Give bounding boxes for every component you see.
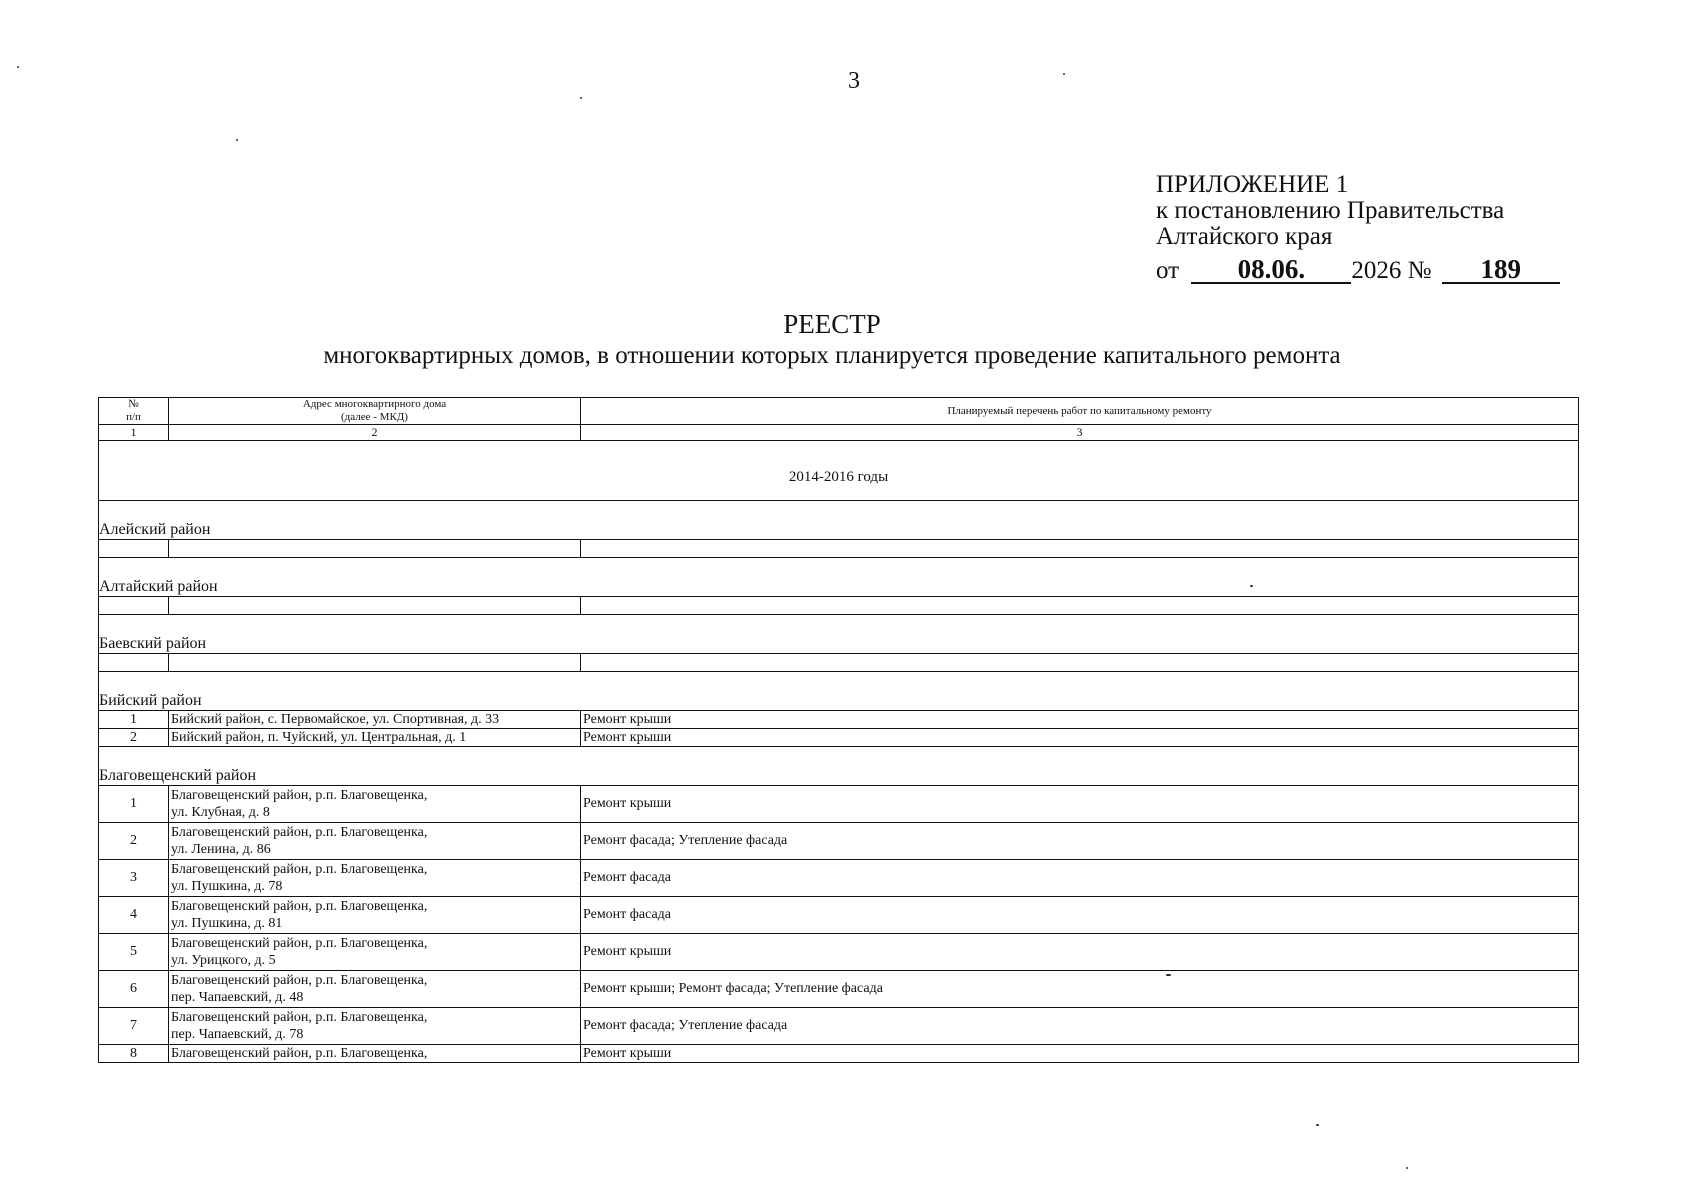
row-address: Благовещенский район, р.п. Благовещенка, ул. Урицкого, д. 5 <box>169 934 581 971</box>
row-number: 6 <box>99 971 169 1008</box>
appendix-year: 2026 <box>1351 257 1402 284</box>
district-name: Бийский район <box>99 672 1579 711</box>
column-number-3: 3 <box>581 425 1579 441</box>
table-row <box>99 1045 1579 1063</box>
row-works: Ремонт крыши <box>581 1045 1579 1063</box>
table-row <box>99 897 1579 934</box>
appendix-prefix: от <box>1156 257 1180 284</box>
appendix-date: 08.06. <box>1191 256 1351 284</box>
appendix-line-2: Алтайского края <box>1156 223 1333 250</box>
table-row <box>99 971 1579 1008</box>
district-header-row <box>99 672 1579 711</box>
district-empty-row <box>99 654 1579 672</box>
row-number: 7 <box>99 1008 169 1045</box>
registry-table <box>98 397 1579 1063</box>
row-address: Благовещенский район, р.п. Благовещенка, ул. Клубная, д. 8 <box>169 786 581 823</box>
table-header-row <box>99 398 1579 425</box>
column-number-row <box>99 425 1579 441</box>
row-address: Благовещенский район, р.п. Благовещенка, ул. Ленина, д. 86 <box>169 823 581 860</box>
row-works: Ремонт крыши <box>581 786 1579 823</box>
page-number: 3 <box>848 68 860 94</box>
row-number: 3 <box>99 860 169 897</box>
row-number: 2 <box>99 729 169 747</box>
appendix-block <box>1156 172 1560 284</box>
row-works: Ремонт крыши; Ремонт фасада; Утепление фасада <box>581 971 1579 1008</box>
scan-speck <box>236 139 238 141</box>
row-works: Ремонт крыши <box>581 729 1579 747</box>
row-works: Ремонт фасада; Утепление фасада <box>581 823 1579 860</box>
row-address: Бийский район, п. Чуйский, ул. Центральная, д. 1 <box>169 729 581 747</box>
row-number: 1 <box>99 711 169 729</box>
scan-speck <box>17 66 19 68</box>
empty-cell-works <box>581 654 1579 672</box>
column-number-1: 1 <box>99 425 169 441</box>
district-name: Алтайский район <box>99 558 1579 597</box>
table-row <box>99 823 1579 860</box>
appendix-number-sign: № <box>1407 257 1432 284</box>
table-row <box>99 711 1579 729</box>
scan-speck <box>1063 73 1065 75</box>
document-subtitle: многоквартирных домов, в отношении которых планируется проведение капитального ремонта <box>323 342 1341 369</box>
empty-cell-works <box>581 540 1579 558</box>
scan-speck <box>1166 974 1171 976</box>
district-header-row <box>99 558 1579 597</box>
district-name: Баевский район <box>99 615 1579 654</box>
row-works: Ремонт крыши <box>581 934 1579 971</box>
row-address: Благовещенский район, р.п. Благовещенка, ул. Пушкина, д. 81 <box>169 897 581 934</box>
period-row <box>99 441 1579 501</box>
scan-speck <box>1406 1167 1408 1169</box>
table-row <box>99 729 1579 747</box>
row-number: 2 <box>99 823 169 860</box>
empty-cell-address <box>169 597 581 615</box>
row-works: Ремонт крыши <box>581 711 1579 729</box>
table-row <box>99 934 1579 971</box>
empty-cell-n <box>99 540 169 558</box>
header-col-number <box>99 398 169 425</box>
registry-table-body <box>99 398 1579 1063</box>
district-empty-row <box>99 597 1579 615</box>
district-header-row <box>99 747 1579 786</box>
header-col-number-text: № п/п <box>126 398 141 423</box>
row-number: 4 <box>99 897 169 934</box>
empty-cell-address <box>169 540 581 558</box>
table-row <box>99 1008 1579 1045</box>
header-col-address <box>169 398 581 425</box>
empty-cell-works <box>581 597 1579 615</box>
appendix-date-line <box>1156 256 1560 284</box>
column-number-2: 2 <box>169 425 581 441</box>
table-row <box>99 786 1579 823</box>
empty-cell-n <box>99 654 169 672</box>
header-col-works <box>581 398 1579 425</box>
row-number: 1 <box>99 786 169 823</box>
row-works: Ремонт фасада <box>581 860 1579 897</box>
appendix-number: 189 <box>1442 256 1560 284</box>
district-header-row <box>99 615 1579 654</box>
row-works: Ремонт фасада; Утепление фасада <box>581 1008 1579 1045</box>
row-address: Благовещенский район, р.п. Благовещенка, пер. Чапаевский, д. 78 <box>169 1008 581 1045</box>
row-number: 8 <box>99 1045 169 1063</box>
district-empty-row <box>99 540 1579 558</box>
period-label: 2014-2016 годы <box>99 441 1579 501</box>
scan-speck <box>1250 585 1253 587</box>
appendix-line-1: к постановлению Правительства <box>1156 197 1505 224</box>
empty-cell-n <box>99 597 169 615</box>
appendix-title: ПРИЛОЖЕНИЕ 1 <box>1156 171 1349 198</box>
row-address: Благовещенский район, р.п. Благовещенка, ул. Пушкина, д. 78 <box>169 860 581 897</box>
district-header-row <box>99 501 1579 540</box>
scan-speck <box>1316 1124 1319 1126</box>
row-works: Ремонт фасада <box>581 897 1579 934</box>
row-address: Благовещенский район, р.п. Благовещенка, пер. Чапаевский, д. 48 <box>169 971 581 1008</box>
table-row <box>99 860 1579 897</box>
document-title: РЕЕСТР <box>783 309 881 339</box>
header-col-works-text: Планируемый перечень работ по капитальному ремонту <box>947 404 1212 417</box>
empty-cell-address <box>169 654 581 672</box>
row-address: Благовещенский район, р.п. Благовещенка, <box>169 1045 581 1063</box>
row-number: 5 <box>99 934 169 971</box>
row-address: Бийский район, с. Первомайское, ул. Спортивная, д. 33 <box>169 711 581 729</box>
header-col-address-text: Адрес многоквартирного дома (далее - МКД) <box>302 398 447 423</box>
district-name: Алейский район <box>99 501 1579 540</box>
district-name: Благовещенский район <box>99 747 1579 786</box>
scan-speck <box>580 97 582 99</box>
